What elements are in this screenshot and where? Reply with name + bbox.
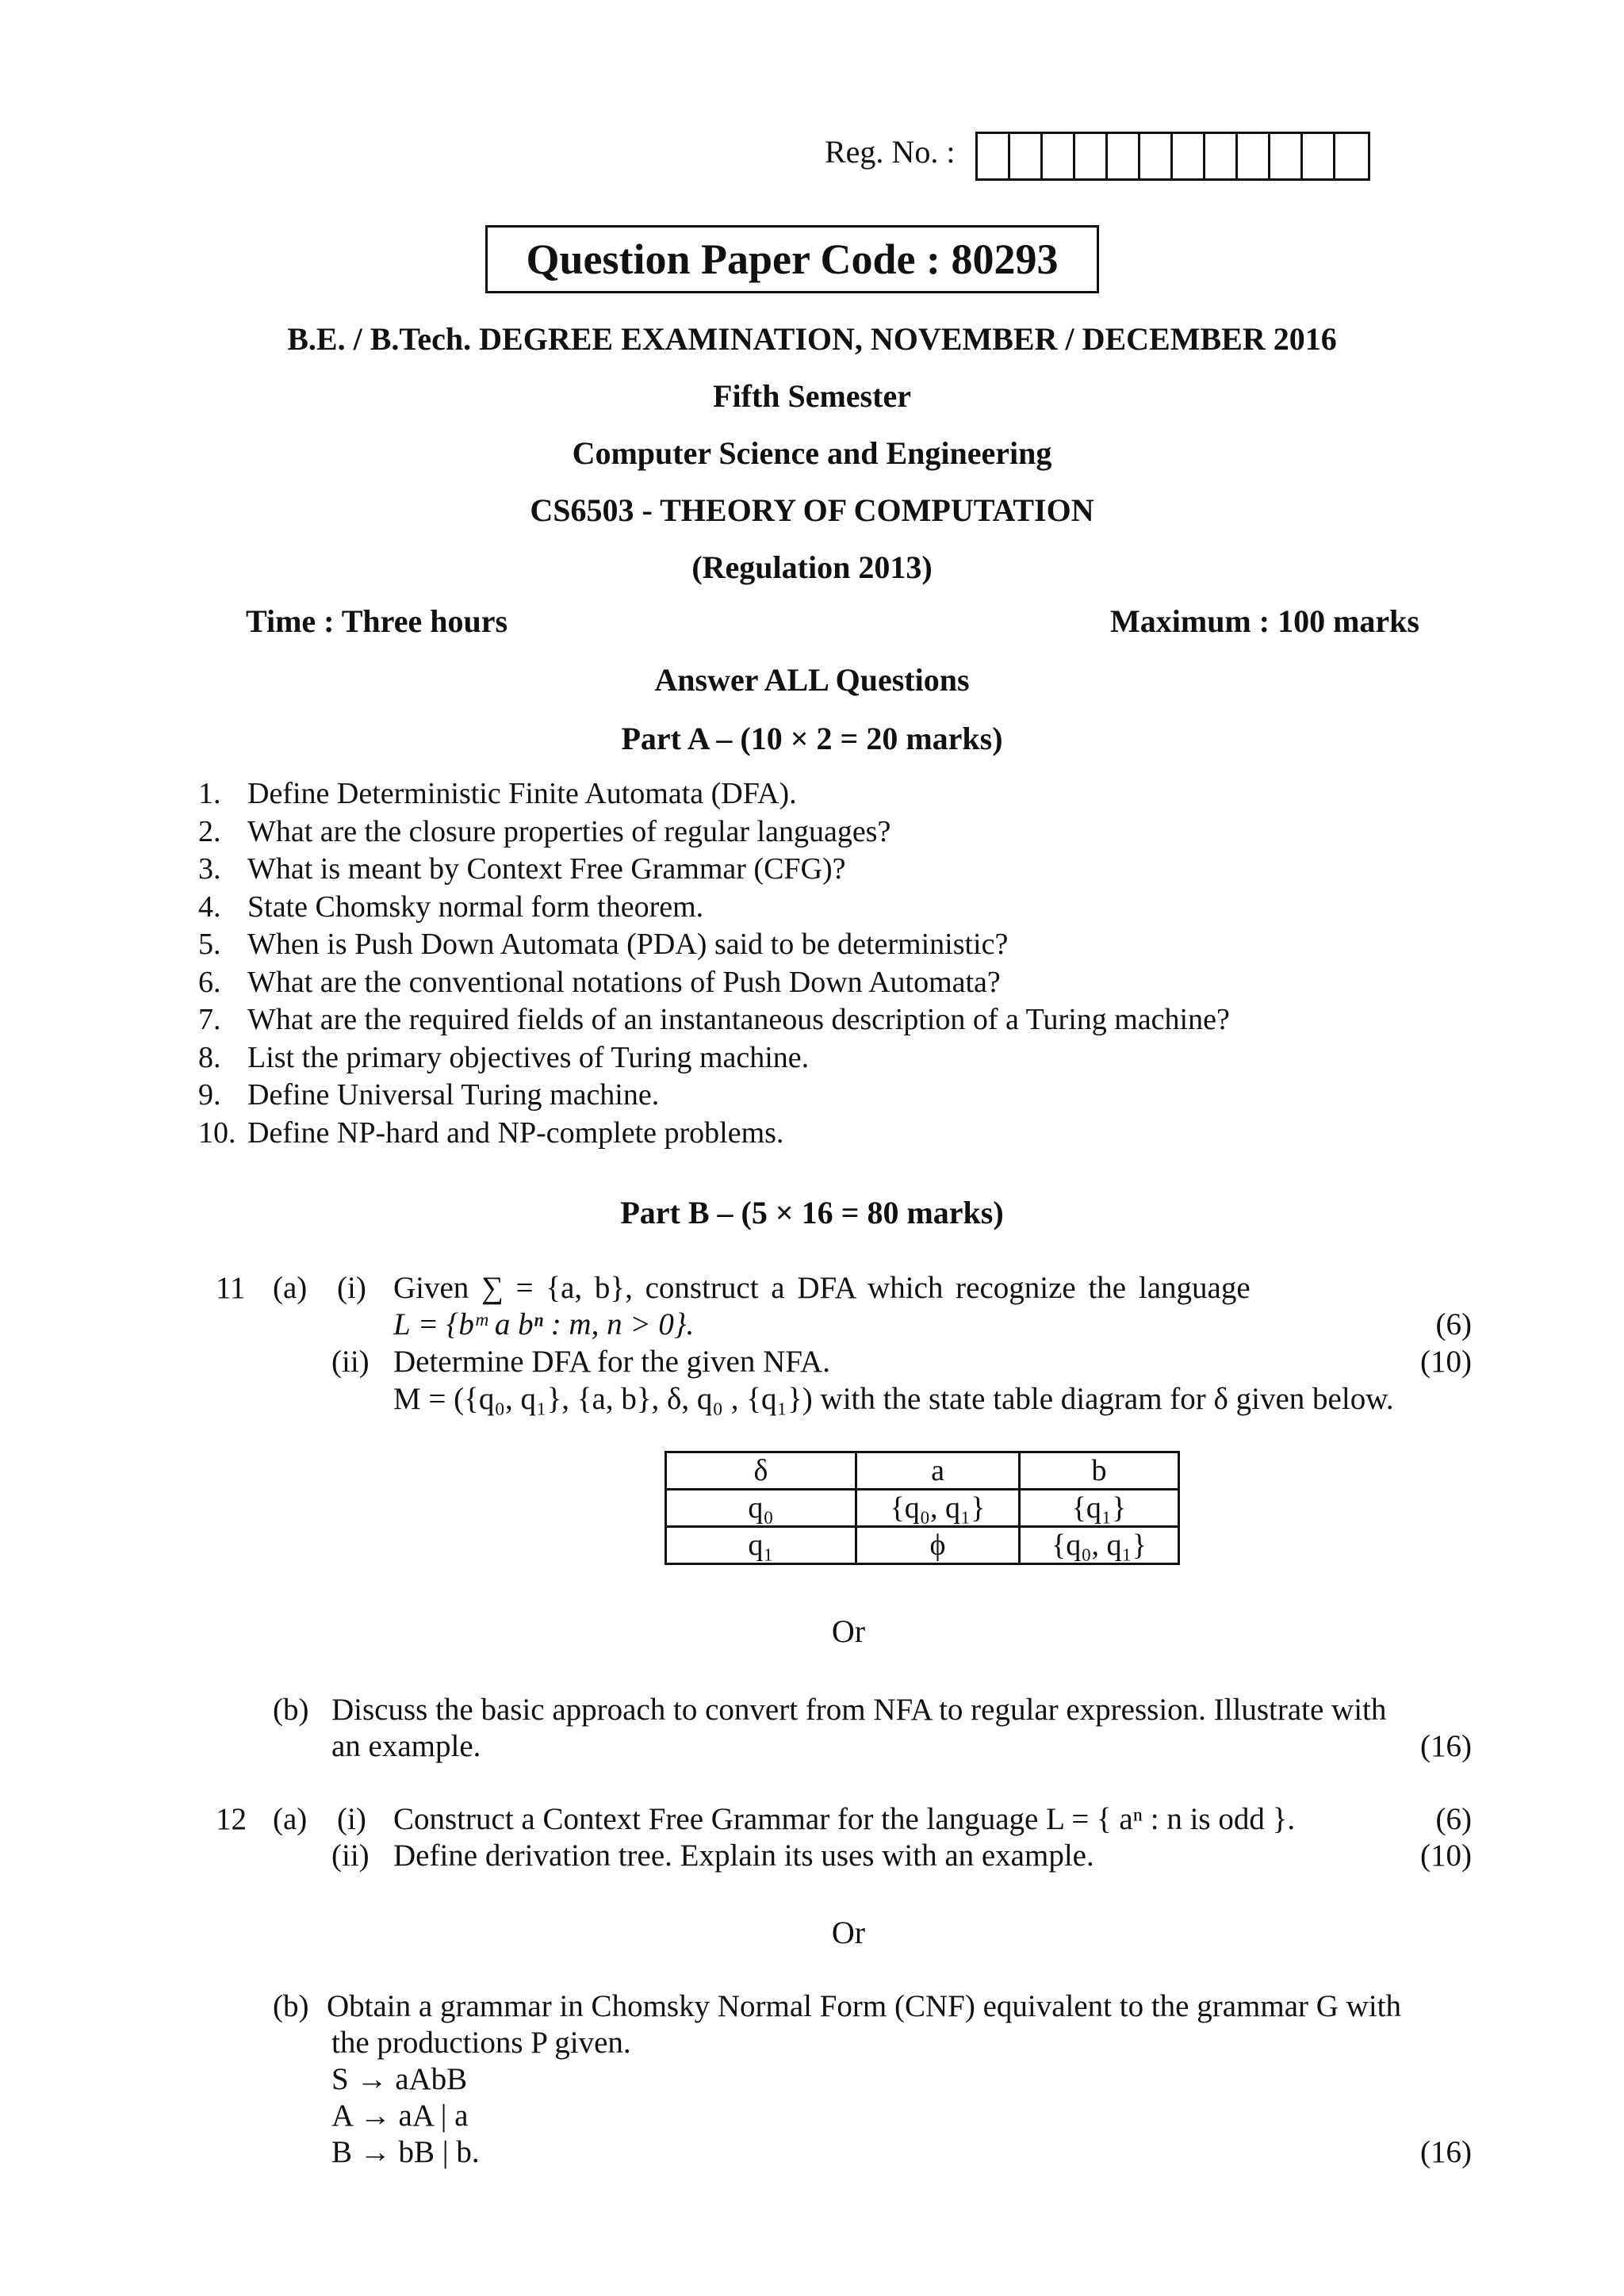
list-item: 9. Define Universal Turing machine. — [198, 1078, 660, 1112]
q12-b-text: Obtain a grammar in Chomsky Normal Form (CNF) equivalent to the grammar G with — [327, 1989, 1402, 2023]
reg-box[interactable] — [1043, 134, 1075, 178]
or-separator: Or — [831, 1613, 866, 1649]
q11-b-text2: an example. — [331, 1729, 481, 1763]
transition-table — [665, 1451, 1180, 1565]
reg-box[interactable] — [1075, 134, 1108, 178]
reg-box[interactable] — [1270, 134, 1303, 178]
q12-number: 12 — [216, 1802, 247, 1836]
q12-b-label: (b) — [273, 1989, 309, 2023]
q12-i-text: Construct a Context Free Grammar for the language L = { aⁿ : n is odd }. — [393, 1802, 1296, 1836]
q11-ii-text: Determine DFA for the given NFA. — [393, 1345, 830, 1379]
q11-number: 11 — [216, 1271, 246, 1305]
table-header-cell: a — [856, 1452, 1020, 1490]
part-a-questions — [198, 775, 1230, 1152]
semester: Fifth Semester — [713, 378, 911, 414]
list-item: 5. When is Push Down Automata (PDA) said to be deterministic? — [198, 928, 1009, 961]
part-b-title: Part B – (5 × 16 = 80 marks) — [620, 1195, 1004, 1230]
exam-title: B.E. / B.Tech. DEGREE EXAMINATION, NOVEMBER / DECEMBER 2016 — [287, 321, 1337, 357]
regulation: (Regulation 2013) — [691, 549, 933, 585]
q12-a-label: (a) — [273, 1802, 308, 1836]
q11-a-label: (a) — [273, 1271, 308, 1305]
list-item: 7. What are the required fields of an instantaneous description of a Turing machine? — [198, 1003, 1230, 1036]
list-item: 3. What is meant by Context Free Grammar (CFG)? — [198, 852, 846, 886]
reg-no-label: Reg. No. : — [825, 134, 956, 170]
list-item: 1. Define Deterministic Finite Automata (DFA). — [198, 777, 797, 810]
reg-box[interactable] — [1335, 134, 1368, 178]
table-header-cell: b — [1020, 1452, 1179, 1490]
q11-b-text: Discuss the basic approach to convert from NFA to regular expression. Illustrate with — [331, 1693, 1387, 1727]
q11-ii-machine: M = ({q₀, q₁}, {a, b}, δ, q₀ , {q₁}) with the state table diagram for δ given below. — [393, 1382, 1394, 1416]
table-cell: q₁ — [666, 1527, 856, 1564]
instruction: Answer ALL Questions — [654, 662, 970, 698]
table-cell: {q₀, q₁} — [1020, 1527, 1179, 1564]
reg-box[interactable] — [1238, 134, 1270, 178]
reg-box[interactable] — [978, 134, 1010, 178]
table-cell: {q₀, q₁} — [856, 1490, 1020, 1527]
table-row — [666, 1490, 1179, 1527]
reg-box[interactable] — [1205, 134, 1238, 178]
list-item: 4. State Chomsky normal form theorem. — [198, 890, 704, 924]
q11-i-label: (i) — [337, 1271, 366, 1305]
production-s: S → aAbB — [331, 2062, 468, 2096]
q12-ii-label: (ii) — [331, 1839, 370, 1873]
time-allowed: Time : Three hours — [246, 603, 508, 639]
q11-b-label: (b) — [273, 1693, 309, 1727]
reg-box[interactable] — [1108, 134, 1140, 178]
or-separator: Or — [831, 1915, 866, 1950]
q11-b-marks: (16) — [1420, 1729, 1472, 1763]
q11-i-language: L = {bᵐ a bⁿ : m, n > 0}. — [393, 1307, 695, 1341]
list-item: 10. Define NP-hard and NP-complete problems. — [198, 1115, 784, 1150]
reg-box[interactable] — [1010, 134, 1043, 178]
table-cell: q₀ — [666, 1490, 856, 1527]
q12-i-marks: (6) — [1435, 1802, 1472, 1836]
q12-b-marks: (16) — [1420, 2135, 1472, 2169]
reg-box[interactable] — [1140, 134, 1173, 178]
part-a-title: Part A – (10 × 2 = 20 marks) — [621, 721, 1003, 756]
table-cell: ϕ — [856, 1527, 1020, 1564]
q12-ii-text: Define derivation tree. Explain its uses with an example. — [393, 1839, 1094, 1873]
table-header-cell: δ — [666, 1452, 856, 1490]
table-row — [666, 1452, 1179, 1490]
list-item: 6. What are the conventional notations of Push Down Automata? — [198, 965, 1001, 999]
reg-no-boxes[interactable] — [975, 132, 1370, 181]
reg-box[interactable] — [1173, 134, 1205, 178]
department: Computer Science and Engineering — [572, 435, 1052, 471]
list-item: 8. List the primary objectives of Turing machine. — [198, 1040, 810, 1074]
reg-box[interactable] — [1303, 134, 1335, 178]
q12-ii-marks: (10) — [1420, 1839, 1472, 1873]
q11-i-text: Given ∑ = {a, b}, construct a DFA which recognize the language — [393, 1271, 1251, 1305]
maximum-marks: Maximum : 100 marks — [1110, 603, 1419, 639]
q12-i-label: (i) — [337, 1802, 366, 1836]
list-item: 2. What are the closure properties of regular languages? — [198, 814, 891, 848]
production-a: A → aA | a — [331, 2099, 469, 2133]
q12-b-text2: the productions P given. — [331, 2026, 631, 2060]
q11-ii-label: (ii) — [331, 1345, 370, 1379]
q11-ii-marks: (10) — [1420, 1345, 1472, 1379]
subject: CS6503 - THEORY OF COMPUTATION — [530, 492, 1094, 528]
production-b: B → bB | b. — [331, 2135, 480, 2169]
q11-i-marks: (6) — [1435, 1307, 1472, 1341]
table-cell: {q₁} — [1020, 1490, 1179, 1527]
question-paper-code: Question Paper Code : 80293 — [485, 225, 1099, 293]
table-row — [666, 1527, 1179, 1564]
